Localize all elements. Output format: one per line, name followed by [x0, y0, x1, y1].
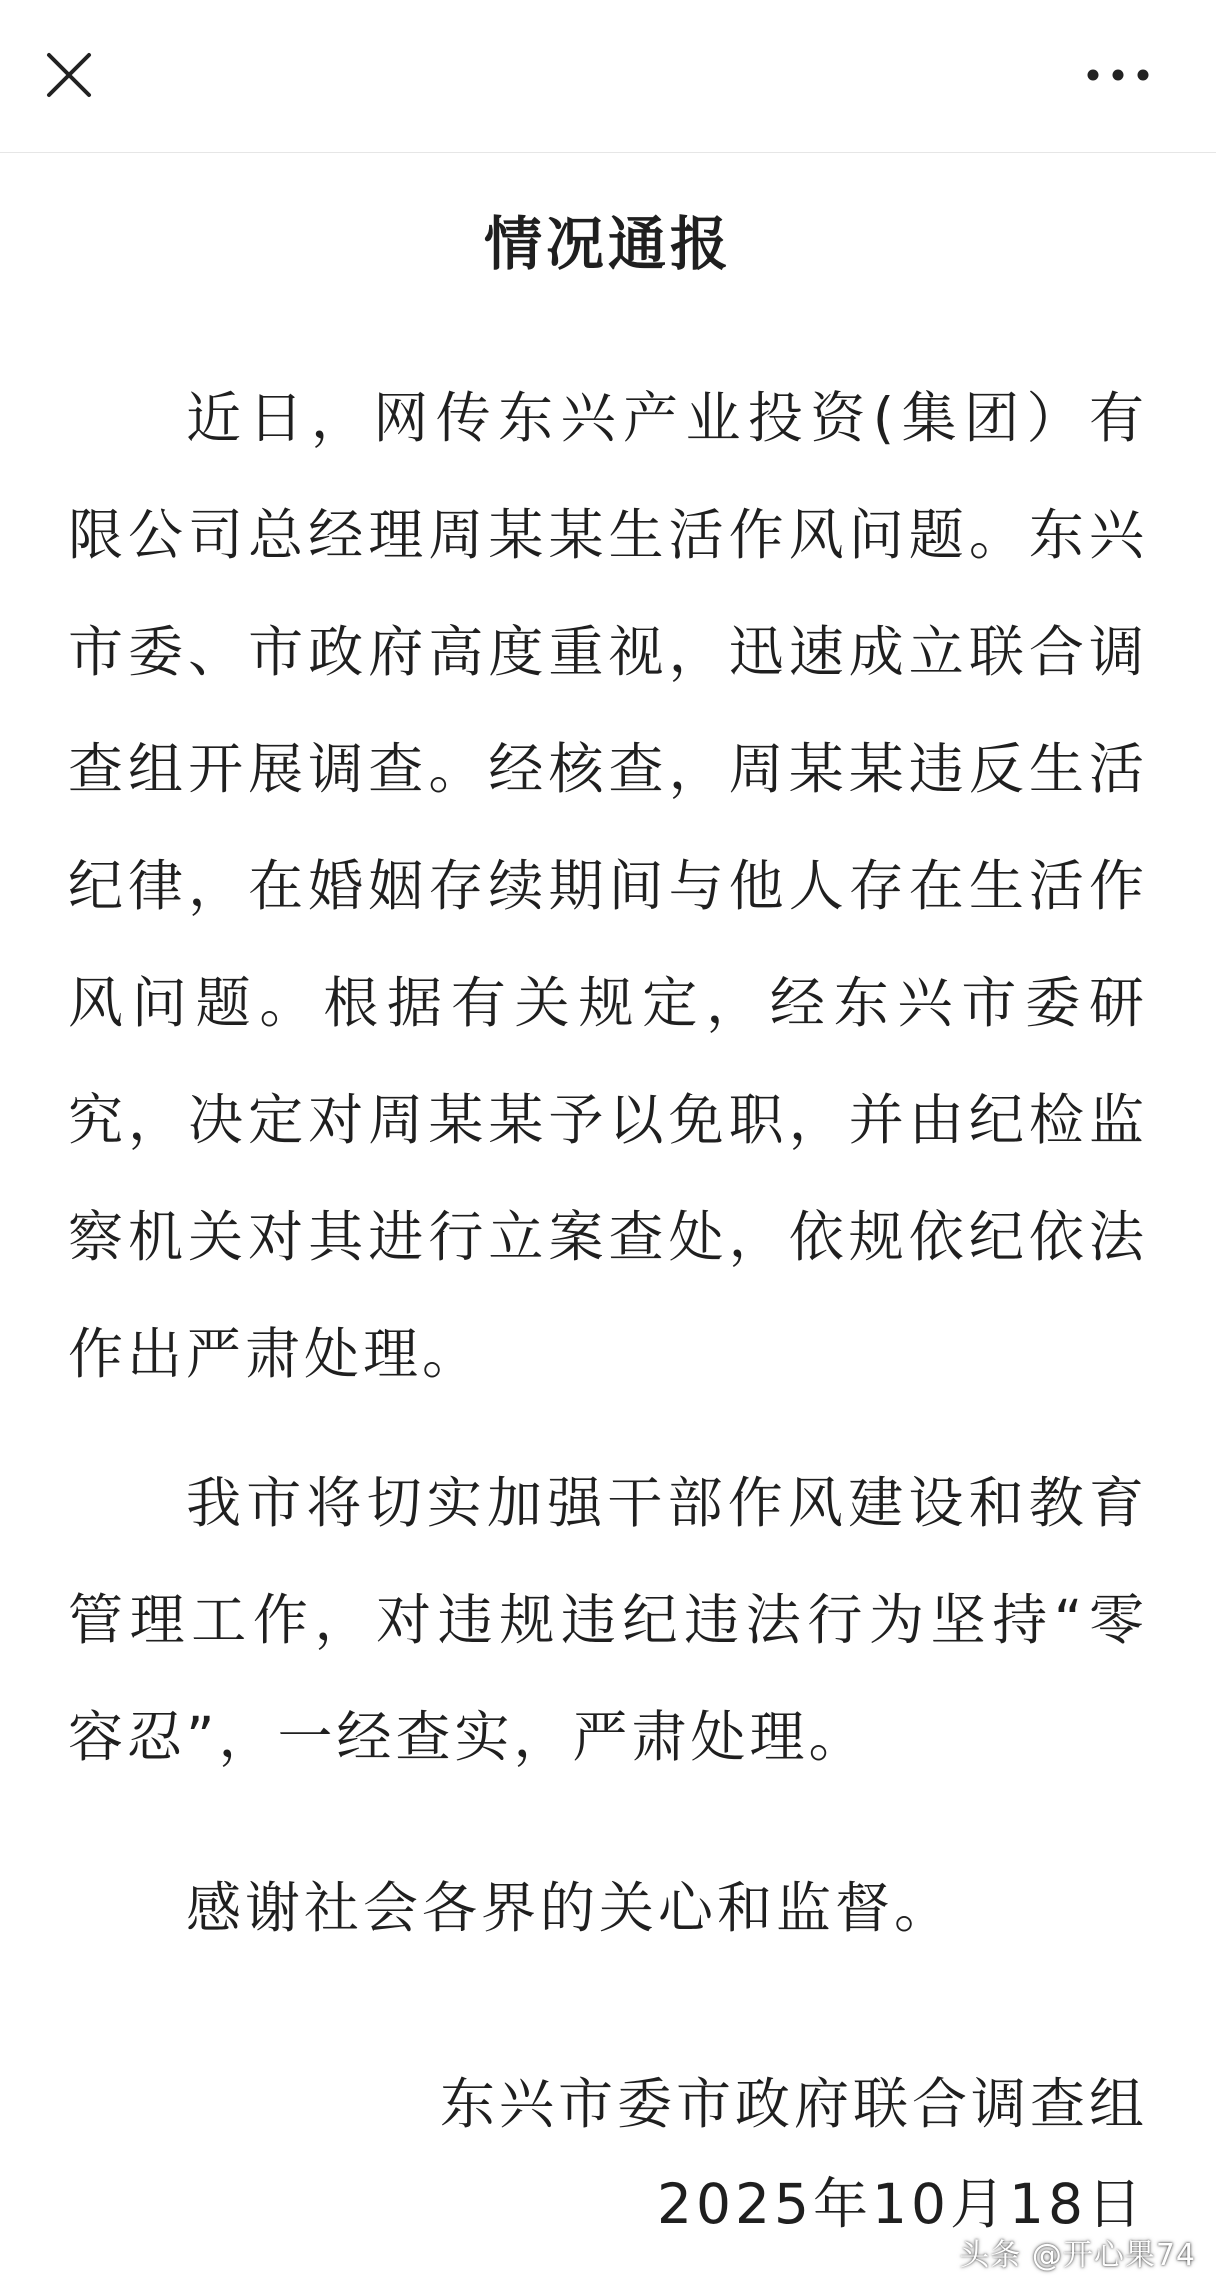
- close-icon: [43, 49, 95, 101]
- notice-paragraph-3: 感谢社会各界的关心和监督。: [186, 1876, 954, 1940]
- signature-organization: 东兴市委市政府联合调查组: [439, 2072, 1148, 2136]
- close-button[interactable]: [38, 44, 100, 106]
- watermark: 头条 @开心果74: [959, 2238, 1196, 2273]
- more-icon: [1083, 65, 1153, 85]
- notice-paragraph-1: 近日，网传东兴产业投资(集团）有限公司总经理周某某生活作风问题。东兴市委、市政府高度重视，迅速成立联合调查组开展调查。经核查，周某某违反生活纪律，在婚姻存续期间与他人存在生活作风问题。根据有关规定，经东兴市委研究，决定对周某某予以免职，并由纪检监察机关对其进行立案查处，依规依纪依法作出严肃处理。: [68, 386, 1148, 1386]
- signature-date: 2025年10月18日: [657, 2172, 1146, 2236]
- top-toolbar: [0, 0, 1216, 153]
- notice-paragraph-2: 我市将切实加强干部作风建设和教育管理工作，对违规违纪违法行为坚持“零容忍”，一经查实，严肃处理。: [68, 1471, 1148, 1769]
- notice-title: 情况通报: [483, 210, 732, 278]
- more-options-button[interactable]: [1078, 44, 1158, 106]
